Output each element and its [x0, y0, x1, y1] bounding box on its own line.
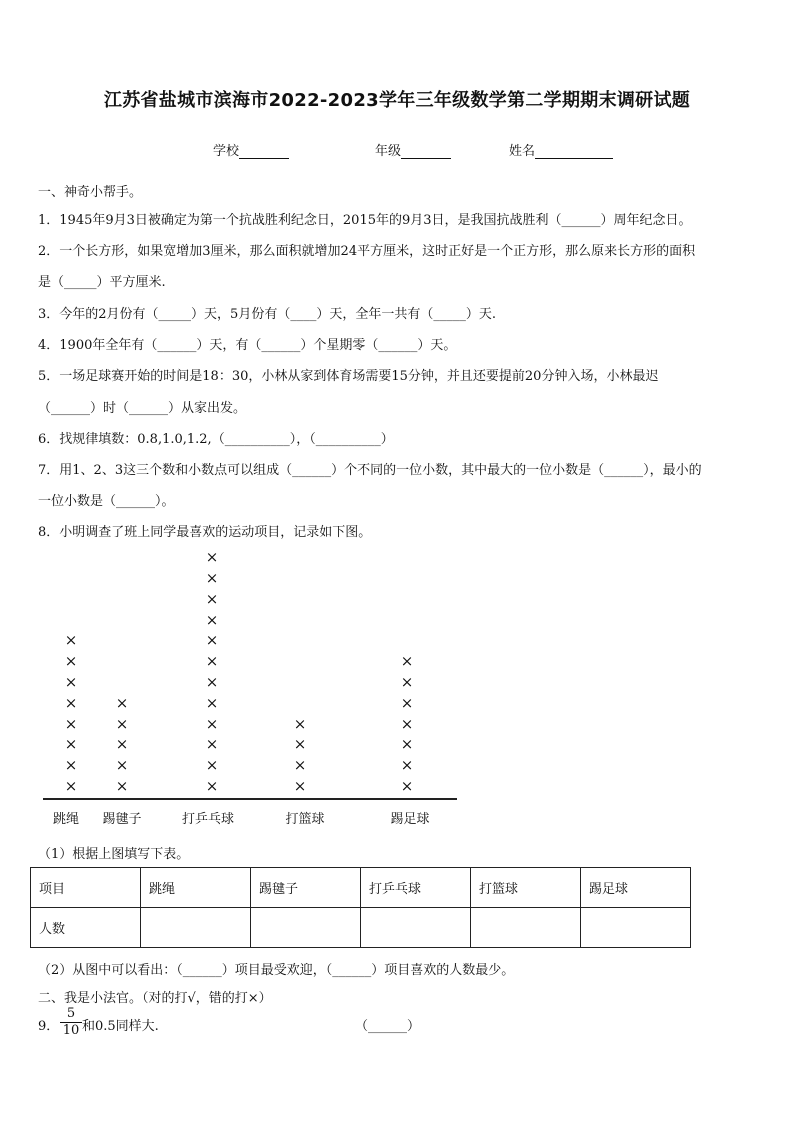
question-2-line-2: 是（_____）平方厘米.	[38, 275, 166, 290]
question-9-number: 9．	[38, 1019, 60, 1034]
tally-mark-踢毽子: ×	[115, 714, 129, 733]
question-7-line-1: 7．用1、2、3这三个数和小数点可以组成（______）个不同的一位小数，其中最大的一位小数是（______），最小的	[38, 463, 702, 478]
tally-mark-踢足球: ×	[400, 673, 414, 691]
answer-cell-打乒乓球[interactable]	[361, 908, 471, 948]
category-label-打篮球: 打篮球	[285, 812, 325, 827]
table-row-label: 人数	[31, 908, 141, 948]
tally-mark-跳绳: ×	[64, 777, 78, 795]
tally-mark-跳绳: ×	[64, 673, 78, 691]
category-label-踢毽子: 踢毽子	[102, 812, 142, 827]
table-header-cell: 踢毽子	[251, 868, 361, 908]
tally-mark-踢足球: ×	[400, 714, 414, 733]
fraction-denominator: 10	[62, 1023, 80, 1038]
tally-mark-打乒乓球: ×	[205, 756, 219, 775]
tally-mark-跳绳: ×	[64, 652, 78, 671]
tally-mark-打篮球: ×	[293, 777, 307, 795]
page-title: 江苏省盐城市滨海市2022-2023学年三年级数学第二学期期末调研试题	[103, 90, 691, 111]
section-1-heading: 一、神奇小帮手。	[38, 185, 143, 200]
grade-field	[375, 140, 451, 159]
tally-mark-踢毽子: ×	[115, 735, 129, 754]
question-3: 3．今年的2月份有（_____）天，5月份有（____）天，全年一共有（_____）天.	[38, 307, 496, 322]
tally-mark-踢毽子: ×	[115, 693, 129, 712]
tally-mark-打乒乓球: ×	[205, 610, 219, 629]
tally-mark-踢毽子: ×	[115, 777, 129, 795]
tally-mark-踢足球: ×	[400, 777, 414, 795]
grade-blank[interactable]	[401, 144, 451, 159]
question-8-sub-1: （1）根据上图填写下表。	[38, 847, 190, 862]
tally-mark-踢足球: ×	[400, 693, 414, 712]
question-9-text: 和0.5同样大.	[82, 1019, 159, 1034]
question-7-line-2: 一位小数是（______）。	[38, 494, 175, 509]
tally-mark-打乒乓球: ×	[205, 693, 219, 712]
tally-mark-打乒乓球: ×	[205, 673, 219, 691]
tally-mark-打篮球: ×	[293, 714, 307, 733]
tally-mark-打乒乓球: ×	[205, 652, 219, 671]
tally-mark-跳绳: ×	[64, 735, 78, 754]
tally-mark-打乒乓球: ×	[205, 777, 219, 795]
fraction-5-over-10	[60, 1006, 82, 1039]
table-header-cell: 踢足球	[581, 868, 691, 908]
question-8-sub-2: （2）从图中可以看出：（______）项目最受欢迎，（______）项目喜欢的人数最少。	[38, 963, 515, 978]
school-field	[213, 140, 289, 159]
school-blank[interactable]	[239, 144, 289, 159]
question-8: 8．小明调查了班上同学最喜欢的运动项目，记录如下图。	[38, 525, 372, 540]
answer-cell-踢足球[interactable]	[581, 908, 691, 948]
category-label-跳绳: 跳绳	[52, 812, 79, 827]
table-header-cell: 打乒乓球	[361, 868, 471, 908]
question-5-line-2: （______）时（______）从家出发。	[38, 401, 247, 416]
tally-mark-踢足球: ×	[400, 756, 414, 775]
table-row	[31, 908, 691, 948]
tally-mark-打篮球: ×	[293, 735, 307, 754]
answer-cell-跳绳[interactable]	[141, 908, 251, 948]
category-label-打乒乓球: 打乒乓球	[181, 812, 234, 827]
table-header-cell: 打篮球	[471, 868, 581, 908]
name-field	[509, 140, 613, 159]
tally-mark-打乒乓球: ×	[205, 548, 219, 567]
tally-mark-跳绳: ×	[64, 693, 78, 712]
question-2-line-1: 2．一个长方形，如果宽增加3厘米，那么面积就增加24平方厘米，这时正好是一个正方形，那么原来长方形的面积	[38, 244, 696, 259]
school-label: 学校	[213, 144, 240, 159]
question-6: 6．找规律填数：0.8,1.0,1.2,（__________），（__________）	[38, 432, 394, 447]
question-9-answer-blank[interactable]: （______）	[355, 1019, 421, 1034]
section-2-heading: 二、我是小法官。（对的打√，错的打×）	[38, 991, 272, 1006]
grade-label: 年级	[375, 144, 402, 159]
tally-mark-跳绳: ×	[64, 714, 78, 733]
answer-cell-打篮球[interactable]	[471, 908, 581, 948]
answer-cell-踢毽子[interactable]	[251, 908, 361, 948]
tally-mark-打篮球: ×	[293, 756, 307, 775]
category-label-踢足球: 踢足球	[390, 812, 430, 827]
chart-baseline	[43, 798, 457, 800]
tally-mark-跳绳: ×	[64, 756, 78, 775]
fraction-numerator: 5	[60, 1006, 82, 1023]
tally-mark-踢足球: ×	[400, 735, 414, 754]
tally-mark-打乒乓球: ×	[205, 631, 219, 650]
table-header-cell: 跳绳	[141, 868, 251, 908]
question-1: 1．1945年9月3日被确定为第一个抗战胜利纪念日，2015年的9月3日，是我国抗战胜利（______）周年纪念日。	[38, 213, 692, 228]
question-5-line-1: 5．一场足球赛开始的时间是18：30，小林从家到体育场需要15分钟，并且还要提前20分钟入场，小林最迟	[38, 369, 659, 384]
name-label: 姓名	[509, 144, 536, 159]
tally-mark-打乒乓球: ×	[205, 589, 219, 608]
tally-mark-打乒乓球: ×	[205, 569, 219, 587]
tally-mark-打乒乓球: ×	[205, 735, 219, 754]
question-4: 4．1900年全年有（______）天，有（______）个星期零（______）天。	[38, 338, 457, 353]
tally-mark-踢毽子: ×	[115, 756, 129, 775]
table-header-row	[31, 868, 691, 908]
tally-mark-踢足球: ×	[400, 652, 414, 671]
name-blank[interactable]	[535, 144, 613, 159]
survey-table	[30, 867, 691, 948]
tally-mark-跳绳: ×	[64, 631, 78, 650]
tally-mark-打乒乓球: ×	[205, 714, 219, 733]
table-header-cell: 项目	[31, 868, 141, 908]
